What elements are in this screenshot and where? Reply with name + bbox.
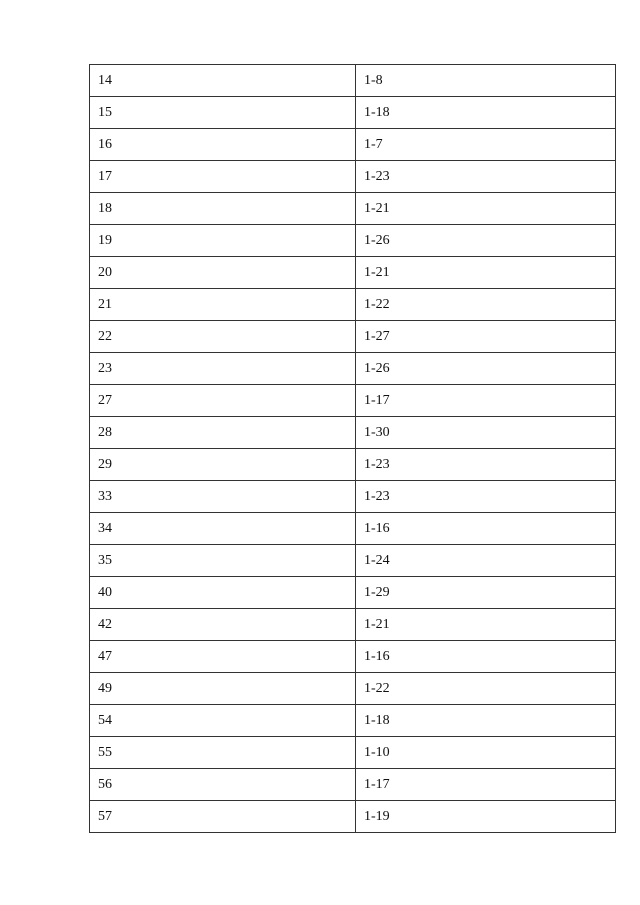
table-row (90, 769, 616, 801)
table-cell-range: 1-17 (356, 769, 616, 801)
table-cell-number: 21 (90, 289, 356, 321)
table-cell-number: 55 (90, 737, 356, 769)
table-cell-range: 1-8 (356, 65, 616, 97)
table-cell-range: 1-22 (356, 673, 616, 705)
table-cell-number: 56 (90, 769, 356, 801)
table-row (90, 225, 616, 257)
table-cell-range: 1-24 (356, 545, 616, 577)
table-row (90, 737, 616, 769)
table-cell-range: 1-16 (356, 641, 616, 673)
table-cell-number: 40 (90, 577, 356, 609)
table-cell-number: 28 (90, 417, 356, 449)
table-cell-range: 1-21 (356, 193, 616, 225)
table-row (90, 481, 616, 513)
table-cell-number: 16 (90, 129, 356, 161)
table-row (90, 417, 616, 449)
table-row (90, 577, 616, 609)
table-cell-number: 29 (90, 449, 356, 481)
table-cell-range: 1-10 (356, 737, 616, 769)
table-row (90, 641, 616, 673)
table-cell-range: 1-18 (356, 97, 616, 129)
table-cell-number: 17 (90, 161, 356, 193)
table-cell-number: 49 (90, 673, 356, 705)
table-cell-number: 34 (90, 513, 356, 545)
table-cell-number: 27 (90, 385, 356, 417)
table-cell-range: 1-16 (356, 513, 616, 545)
table-row (90, 161, 616, 193)
table-row (90, 673, 616, 705)
table-cell-number: 22 (90, 321, 356, 353)
table-cell-range: 1-21 (356, 257, 616, 289)
table-cell-number: 35 (90, 545, 356, 577)
table-cell-number: 42 (90, 609, 356, 641)
table-cell-number: 15 (90, 97, 356, 129)
table-row (90, 97, 616, 129)
table-row (90, 385, 616, 417)
data-table (89, 64, 616, 833)
table-cell-number: 23 (90, 353, 356, 385)
table-cell-range: 1-23 (356, 161, 616, 193)
table-cell-number: 54 (90, 705, 356, 737)
table-cell-number: 57 (90, 801, 356, 833)
table-row (90, 801, 616, 833)
table-cell-number: 33 (90, 481, 356, 513)
table-row (90, 65, 616, 97)
table-body (90, 65, 616, 833)
table-cell-number: 47 (90, 641, 356, 673)
table-cell-range: 1-22 (356, 289, 616, 321)
table-cell-range: 1-7 (356, 129, 616, 161)
table-cell-range: 1-29 (356, 577, 616, 609)
table-row (90, 193, 616, 225)
table-row (90, 321, 616, 353)
table-row (90, 545, 616, 577)
table-cell-range: 1-21 (356, 609, 616, 641)
table-row (90, 257, 616, 289)
table-cell-number: 14 (90, 65, 356, 97)
table-cell-number: 18 (90, 193, 356, 225)
table-cell-range: 1-17 (356, 385, 616, 417)
table-row (90, 449, 616, 481)
table-cell-range: 1-27 (356, 321, 616, 353)
table-cell-number: 19 (90, 225, 356, 257)
table-row (90, 289, 616, 321)
table-row (90, 513, 616, 545)
table-cell-range: 1-23 (356, 481, 616, 513)
table-row (90, 609, 616, 641)
table-cell-number: 20 (90, 257, 356, 289)
table-cell-range: 1-19 (356, 801, 616, 833)
table-cell-range: 1-30 (356, 417, 616, 449)
table-cell-range: 1-26 (356, 225, 616, 257)
table-cell-range: 1-26 (356, 353, 616, 385)
table-row (90, 705, 616, 737)
table-cell-range: 1-23 (356, 449, 616, 481)
table-row (90, 353, 616, 385)
table-cell-range: 1-18 (356, 705, 616, 737)
table-row (90, 129, 616, 161)
